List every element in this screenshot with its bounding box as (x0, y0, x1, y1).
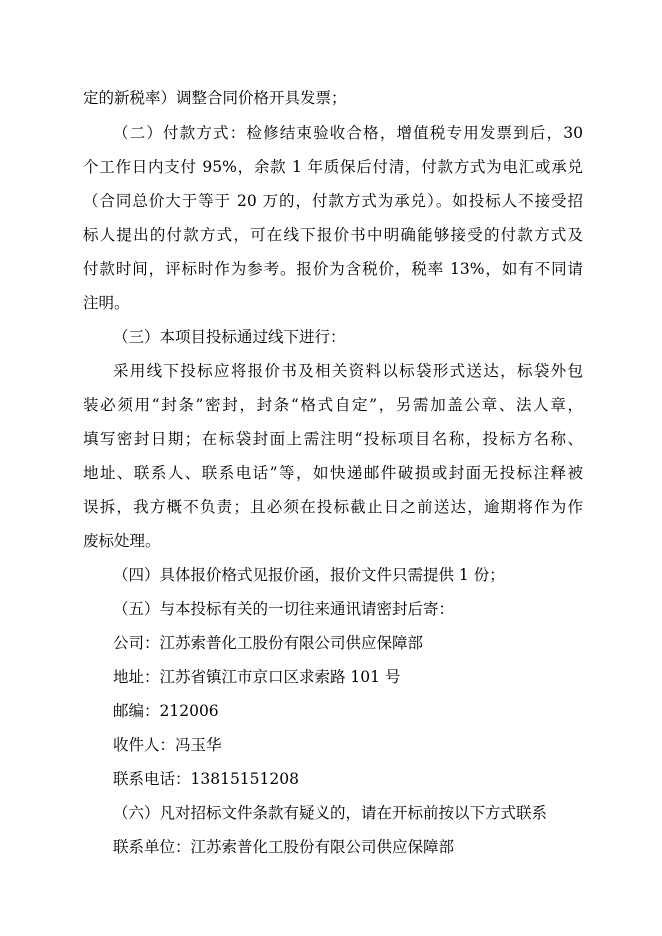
text-line: 联系电话：13815151208 (113, 770, 299, 788)
text-line: （合同总价大于等于 20 万的，付款方式为承兑）。如投标人不接受招 (83, 192, 583, 210)
text-line: 填写密封日期；在标袋封面上需注明“投标项目名称，投标方名称、 (83, 430, 583, 448)
text-line: 邮编：212006 (113, 702, 219, 720)
text-line: 废标处理。 (83, 532, 161, 550)
text-line: 个工作日内支付 95%，余款 1 年质保后付清，付款方式为电汇或承兑 (83, 158, 583, 176)
text-line: （五）与本投标有关的一切往来通讯请密封后寄： (113, 600, 455, 618)
text-line: 收件人：冯玉华 (113, 736, 222, 754)
text-line: 装必须用“封条”密封，封条“格式自定”，另需加盖公章、法人章， (83, 396, 583, 414)
text-line: （三）本项目投标通过线下进行： (113, 328, 346, 346)
text-line: 标人提出的付款方式，可在线下报价书中明确能够接受的付款方式及 (83, 226, 583, 244)
text-line: （二）付款方式：检修结束验收合格，增值税专用发票到后，30 (113, 124, 583, 142)
text-line: 注明。 (83, 294, 130, 312)
text-line: 定的新税率）调整合同价格开具发票； (83, 89, 347, 107)
text-line: 误拆，我方概不负责；且必须在投标截止日之前送达，逾期将作为作 (83, 498, 583, 516)
text-line: 地址：江苏省镇江市京口区求索路 101 号 (113, 668, 401, 686)
text-line: （四）具体报价格式见报价函，报价文件只需提供 1 份； (113, 566, 505, 584)
text-line: 联系单位：江苏索普化工股份有限公司供应保障部 (113, 838, 455, 856)
text-line: （六）凡对招标文件条款有疑义的，请在开标前按以下方式联系 (113, 804, 548, 822)
text-line: 公司：江苏索普化工股份有限公司供应保障部 (113, 634, 424, 652)
text-line: 地址、联系人、联系电话”等，如快递邮件破损或封面无投标注释被 (83, 464, 583, 482)
text-line: 采用线下投标应将报价书及相关资料以标袋形式送达，标袋外包 (113, 362, 583, 380)
text-line: 付款时间，评标时作为参考。报价为含税价，税率 13%，如有不同请 (83, 260, 583, 278)
